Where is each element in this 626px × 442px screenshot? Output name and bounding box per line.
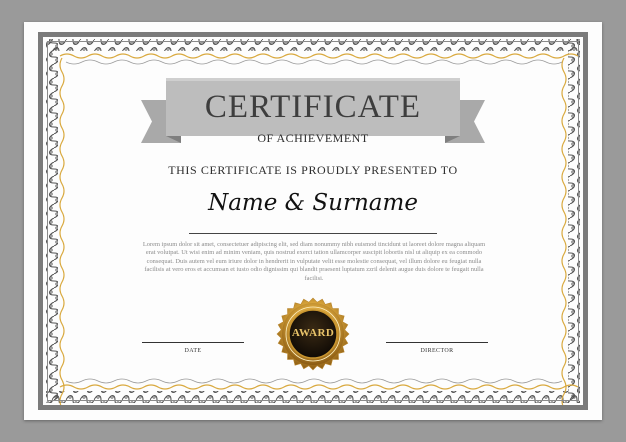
certificate-subtitle: OF ACHIEVEMENT [257, 131, 369, 145]
date-label: DATE [184, 348, 202, 354]
certificate-sheet [24, 22, 602, 420]
certificate-title: CERTIFICATE [204, 89, 422, 125]
director-label: DIRECTOR [420, 348, 454, 354]
presented-line: THIS CERTIFICATE IS PROUDLY PRESENTED TO [168, 163, 458, 177]
certificate-body-text: Lorem ipsum dolor sit amet, consectetuer adipiscing elit, sed diam nonummy nibh euismod tincidunt ut laoreet dolore magna aliquam erat volutpat. Ut wisi enim ad minim veniam, quis nostrud exerci tation ullamcorper suscipit lobortis nisl ut aliquip ex ea commodo consequat. Duis autem vel eum iriure dolor in hendrerit in vulputate velit esse molestie consequat, vel illum dolore eu feugiat nulla facilisis at vero eros et accumsan et iusto odio dignissim qui blandit praesent luptatum zzril delenit augue duis dolore te feugait nulla facilisi. [142, 241, 486, 282]
seal-label: AWARD [291, 327, 335, 339]
award-seal-icon [24, 22, 602, 420]
recipient-name: Name & Surname [208, 190, 418, 216]
date-signature-line [142, 342, 244, 343]
director-signature-line [386, 342, 488, 343]
